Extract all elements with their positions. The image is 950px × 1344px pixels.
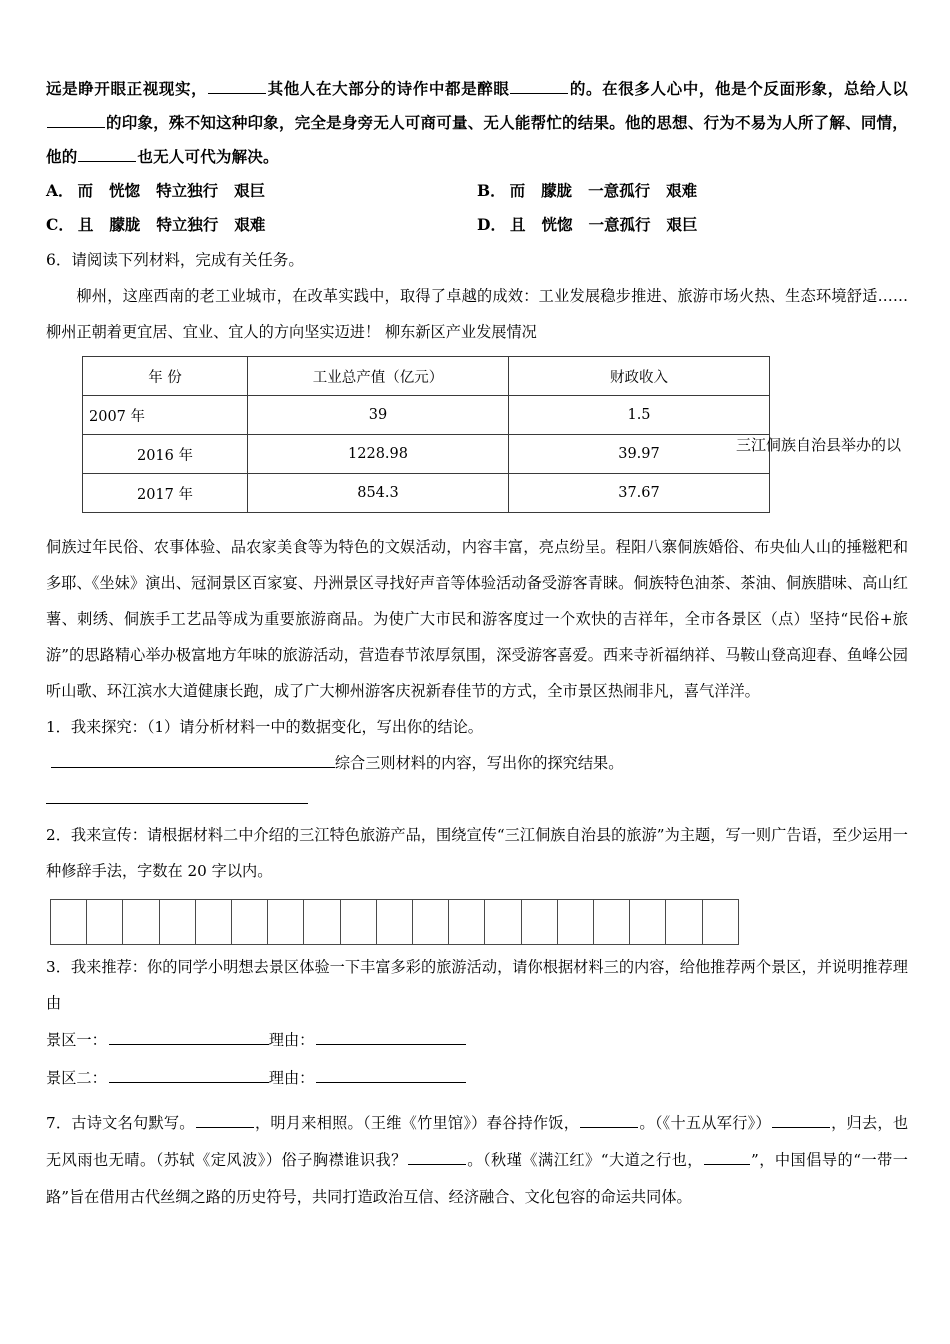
question6-material-two: 侗族过年民俗、农事体验、品农家美食等为特色的文娱活动，内容丰富，亮点纷呈。程阳八寨侗族婚俗、布央仙人山的捶糍粑和多耶、《坐妹》演出、冠洞景区百家宴、丹洲景区寻找好声音等体验活动备受游客青睐。侗族特色油茶、茶油、侗族腊味、高山红薯、刺绣、侗族手工艺品等成为重要旅游商品。为使广大市民和游客度过一个欢快的吉祥年，全市各景区（点）坚持“民俗+旅游”的思路精心举办极富地方年味的旅游活动，营造春节浓厚氛围，深受游客喜爱。西来寺祈福纳祥、马鞍山登高迎春、鱼峰公园听山歌、环江滨水大道健康长跑，成了广大柳州游客庆祝新春佳节的方式，全市景区热闹非凡，喜气洋洋。: [46, 538, 908, 700]
industry-table-wrap: [46, 356, 908, 513]
grid-cell[interactable]: [377, 900, 413, 944]
grid-cell[interactable]: [703, 900, 739, 944]
sub-question-1-answer-row-2: [46, 781, 908, 817]
option-b-word-3: 一意孤行: [588, 181, 651, 200]
q5-text-part-4: 的印象，殊不知这种印象，完全是身旁无人可商可量、无人能帮忙的结果。他的思想、行为不易为人所了解、同情，他的: [46, 113, 908, 166]
cell-year-2017: 2017 年: [83, 474, 248, 513]
q7-text-part-4: ，归去，也无风雨也无晴。（苏轼《定风波》）俗子胸襟谁识我？: [46, 1114, 909, 1169]
grid-cell[interactable]: [449, 900, 485, 944]
grid-cell[interactable]: [160, 900, 196, 944]
grid-cell[interactable]: [268, 900, 304, 944]
grid-cell[interactable]: [666, 900, 702, 944]
option-c-letter: C．: [46, 215, 74, 234]
table-header-year: 年 份: [83, 357, 248, 396]
grid-cell[interactable]: [196, 900, 232, 944]
option-c-word-4: 艰难: [234, 215, 266, 234]
answer-writing-grid[interactable]: [50, 899, 739, 945]
question6-material-one: 柳州，这座西南的老工业城市，在改革实践中，取得了卓越的成效：工业发展稳步推进、旅游市场火热、生态环境舒适……柳州正朝着更宜居、宜业、宜人的方向坚实迈进！ 柳东新区产业发展情况: [46, 287, 908, 341]
option-d-letter: D．: [477, 215, 506, 234]
table-row: [83, 474, 770, 513]
table-row: [83, 396, 770, 435]
grid-cell[interactable]: [341, 900, 377, 944]
q5-text-part-2: 其他人在大部分的诗作中都是醉眼: [267, 79, 510, 98]
table-side-note: 三江侗族自治县举办的以: [736, 436, 902, 454]
q7-blank-1[interactable]: [196, 1113, 254, 1128]
table-header-row: [83, 357, 770, 396]
recommend-2-reason-label: 理由：: [268, 1069, 315, 1087]
question5-passage: [46, 72, 908, 174]
grid-cell[interactable]: [51, 900, 87, 944]
q7-text-part-6: ”，中国倡导的“一带一路”旨在借用古代丝绸之路的历史符号，共同打造政治互信、经济融合、文化包容的命运共同体。: [46, 1151, 908, 1206]
grid-cell[interactable]: [87, 900, 123, 944]
sub-question-1-answer-row: [46, 745, 908, 781]
page-content: [46, 72, 908, 1216]
recommend-1-reason-label: 理由：: [268, 1031, 315, 1049]
option-a-word-1: 而: [77, 181, 94, 200]
option-c-word-3: 特立独行: [156, 215, 219, 234]
option-a-word-3: 特立独行: [156, 181, 219, 200]
option-c[interactable]: [46, 208, 477, 242]
option-c-word-2: 朦胧: [109, 215, 141, 234]
question5-options: [46, 174, 908, 242]
recommend-2-reason-blank[interactable]: [316, 1067, 466, 1083]
q7-blank-5[interactable]: [704, 1150, 750, 1165]
cell-year-2016: 2016 年: [83, 435, 248, 474]
recommend-2-label: 景区二：: [46, 1069, 107, 1087]
sub1-answer-blank-1[interactable]: [51, 752, 335, 768]
recommend-2-blank[interactable]: [109, 1067, 269, 1083]
question7-block: [46, 1105, 908, 1216]
recommend-1-label: 景区一：: [46, 1031, 107, 1049]
grid-cell[interactable]: [413, 900, 449, 944]
grid-cell[interactable]: [304, 900, 340, 944]
q7-blank-4[interactable]: [408, 1150, 466, 1165]
option-a-word-2: 恍惚: [109, 181, 141, 200]
grid-cell[interactable]: [123, 900, 159, 944]
option-a[interactable]: [46, 174, 477, 208]
q7-blank-2[interactable]: [580, 1113, 638, 1128]
option-a-word-4: 艰巨: [234, 181, 266, 200]
sub1-answer-blank-2[interactable]: [46, 788, 308, 804]
grid-cell[interactable]: [594, 900, 630, 944]
grid-cell[interactable]: [522, 900, 558, 944]
cell-year-2007: 2007 年: [83, 396, 248, 435]
q5-text-part-1: 远是睁开眼正视现实，: [46, 79, 208, 98]
option-d-word-1: 且: [509, 215, 526, 234]
q5-text-part-5: 也无人可代为解决。: [137, 147, 279, 166]
cell-output-2017: 854.3: [248, 474, 509, 513]
option-b-word-1: 而: [509, 181, 526, 200]
recommend-1-reason-blank[interactable]: [316, 1029, 466, 1045]
table-header-output: 工业总产值（亿元）: [248, 357, 509, 396]
table-row: [83, 435, 770, 474]
option-a-letter: A．: [46, 181, 74, 200]
sub-question-1-label: 1．我来探究：（1）请分析材料一中的数据变化，写出你的结论。: [46, 718, 483, 736]
sub-question-3-label: 3．我来推荐：你的同学小明想去景区体验一下丰富多彩的旅游活动，请你根据材料三的内容，给他推荐两个景区，并说明推荐理由: [46, 958, 908, 1012]
option-d-word-3: 一意孤行: [588, 215, 651, 234]
cell-output-2016: 1228.98: [248, 435, 509, 474]
option-b-letter: B．: [477, 181, 506, 200]
q7-text-part-3: 。（《十五从军行》）: [639, 1114, 771, 1132]
q5-blank-2[interactable]: [510, 78, 568, 94]
question6-stem: 6．请阅读下列材料，完成有关任务。: [46, 251, 304, 269]
option-b-word-4: 艰难: [666, 181, 698, 200]
q7-blank-3[interactable]: [772, 1113, 830, 1128]
industry-data-table: [82, 356, 770, 513]
q7-text-part-5: 。（秋瑾《满江红》“大道之行也，: [466, 1151, 703, 1169]
q5-blank-1[interactable]: [208, 78, 266, 94]
table-header-revenue: 财政收入: [509, 357, 770, 396]
option-c-word-1: 且: [77, 215, 94, 234]
sub-question-2-label: 2．我来宣传：请根据材料二中介绍的三江特色旅游产品，围绕宣传“三江侗族自治县的旅游”为主题，写一则广告语，至少运用一种修辞手法，字数在 20 字以内。: [46, 826, 908, 880]
q5-text-part-3: 的。在很多人心中，他是个反面形象，总给人以: [569, 79, 908, 98]
grid-cell[interactable]: [485, 900, 521, 944]
q5-blank-3[interactable]: [47, 112, 105, 128]
grid-cell[interactable]: [630, 900, 666, 944]
option-d-word-4: 艰巨: [666, 215, 698, 234]
recommend-row-1: [46, 1021, 908, 1059]
option-b[interactable]: [477, 174, 908, 208]
cell-revenue-2016: 39.97: [509, 435, 770, 474]
cell-revenue-2007: 1.5: [509, 396, 770, 435]
sub1-after-text: 综合三则材料的内容，写出你的探究结果。: [334, 754, 624, 772]
recommend-row-2: [46, 1059, 908, 1097]
option-b-word-2: 朦胧: [541, 181, 573, 200]
q5-blank-4[interactable]: [78, 146, 136, 162]
options-row-1: [46, 174, 908, 208]
grid-cell[interactable]: [558, 900, 594, 944]
option-d-word-2: 恍惚: [541, 215, 573, 234]
q7-text-part-2: ，明月来相照。（王维《竹里馆》）春谷持作饭，: [254, 1114, 580, 1132]
option-d[interactable]: [477, 208, 908, 242]
cell-revenue-2017: 37.67: [509, 474, 770, 513]
cell-output-2007: 39: [248, 396, 509, 435]
grid-cell[interactable]: [232, 900, 268, 944]
options-row-2: [46, 208, 908, 242]
q7-text-part-1: 7．古诗文名句默写。: [46, 1114, 195, 1132]
recommend-1-blank[interactable]: [109, 1029, 269, 1045]
